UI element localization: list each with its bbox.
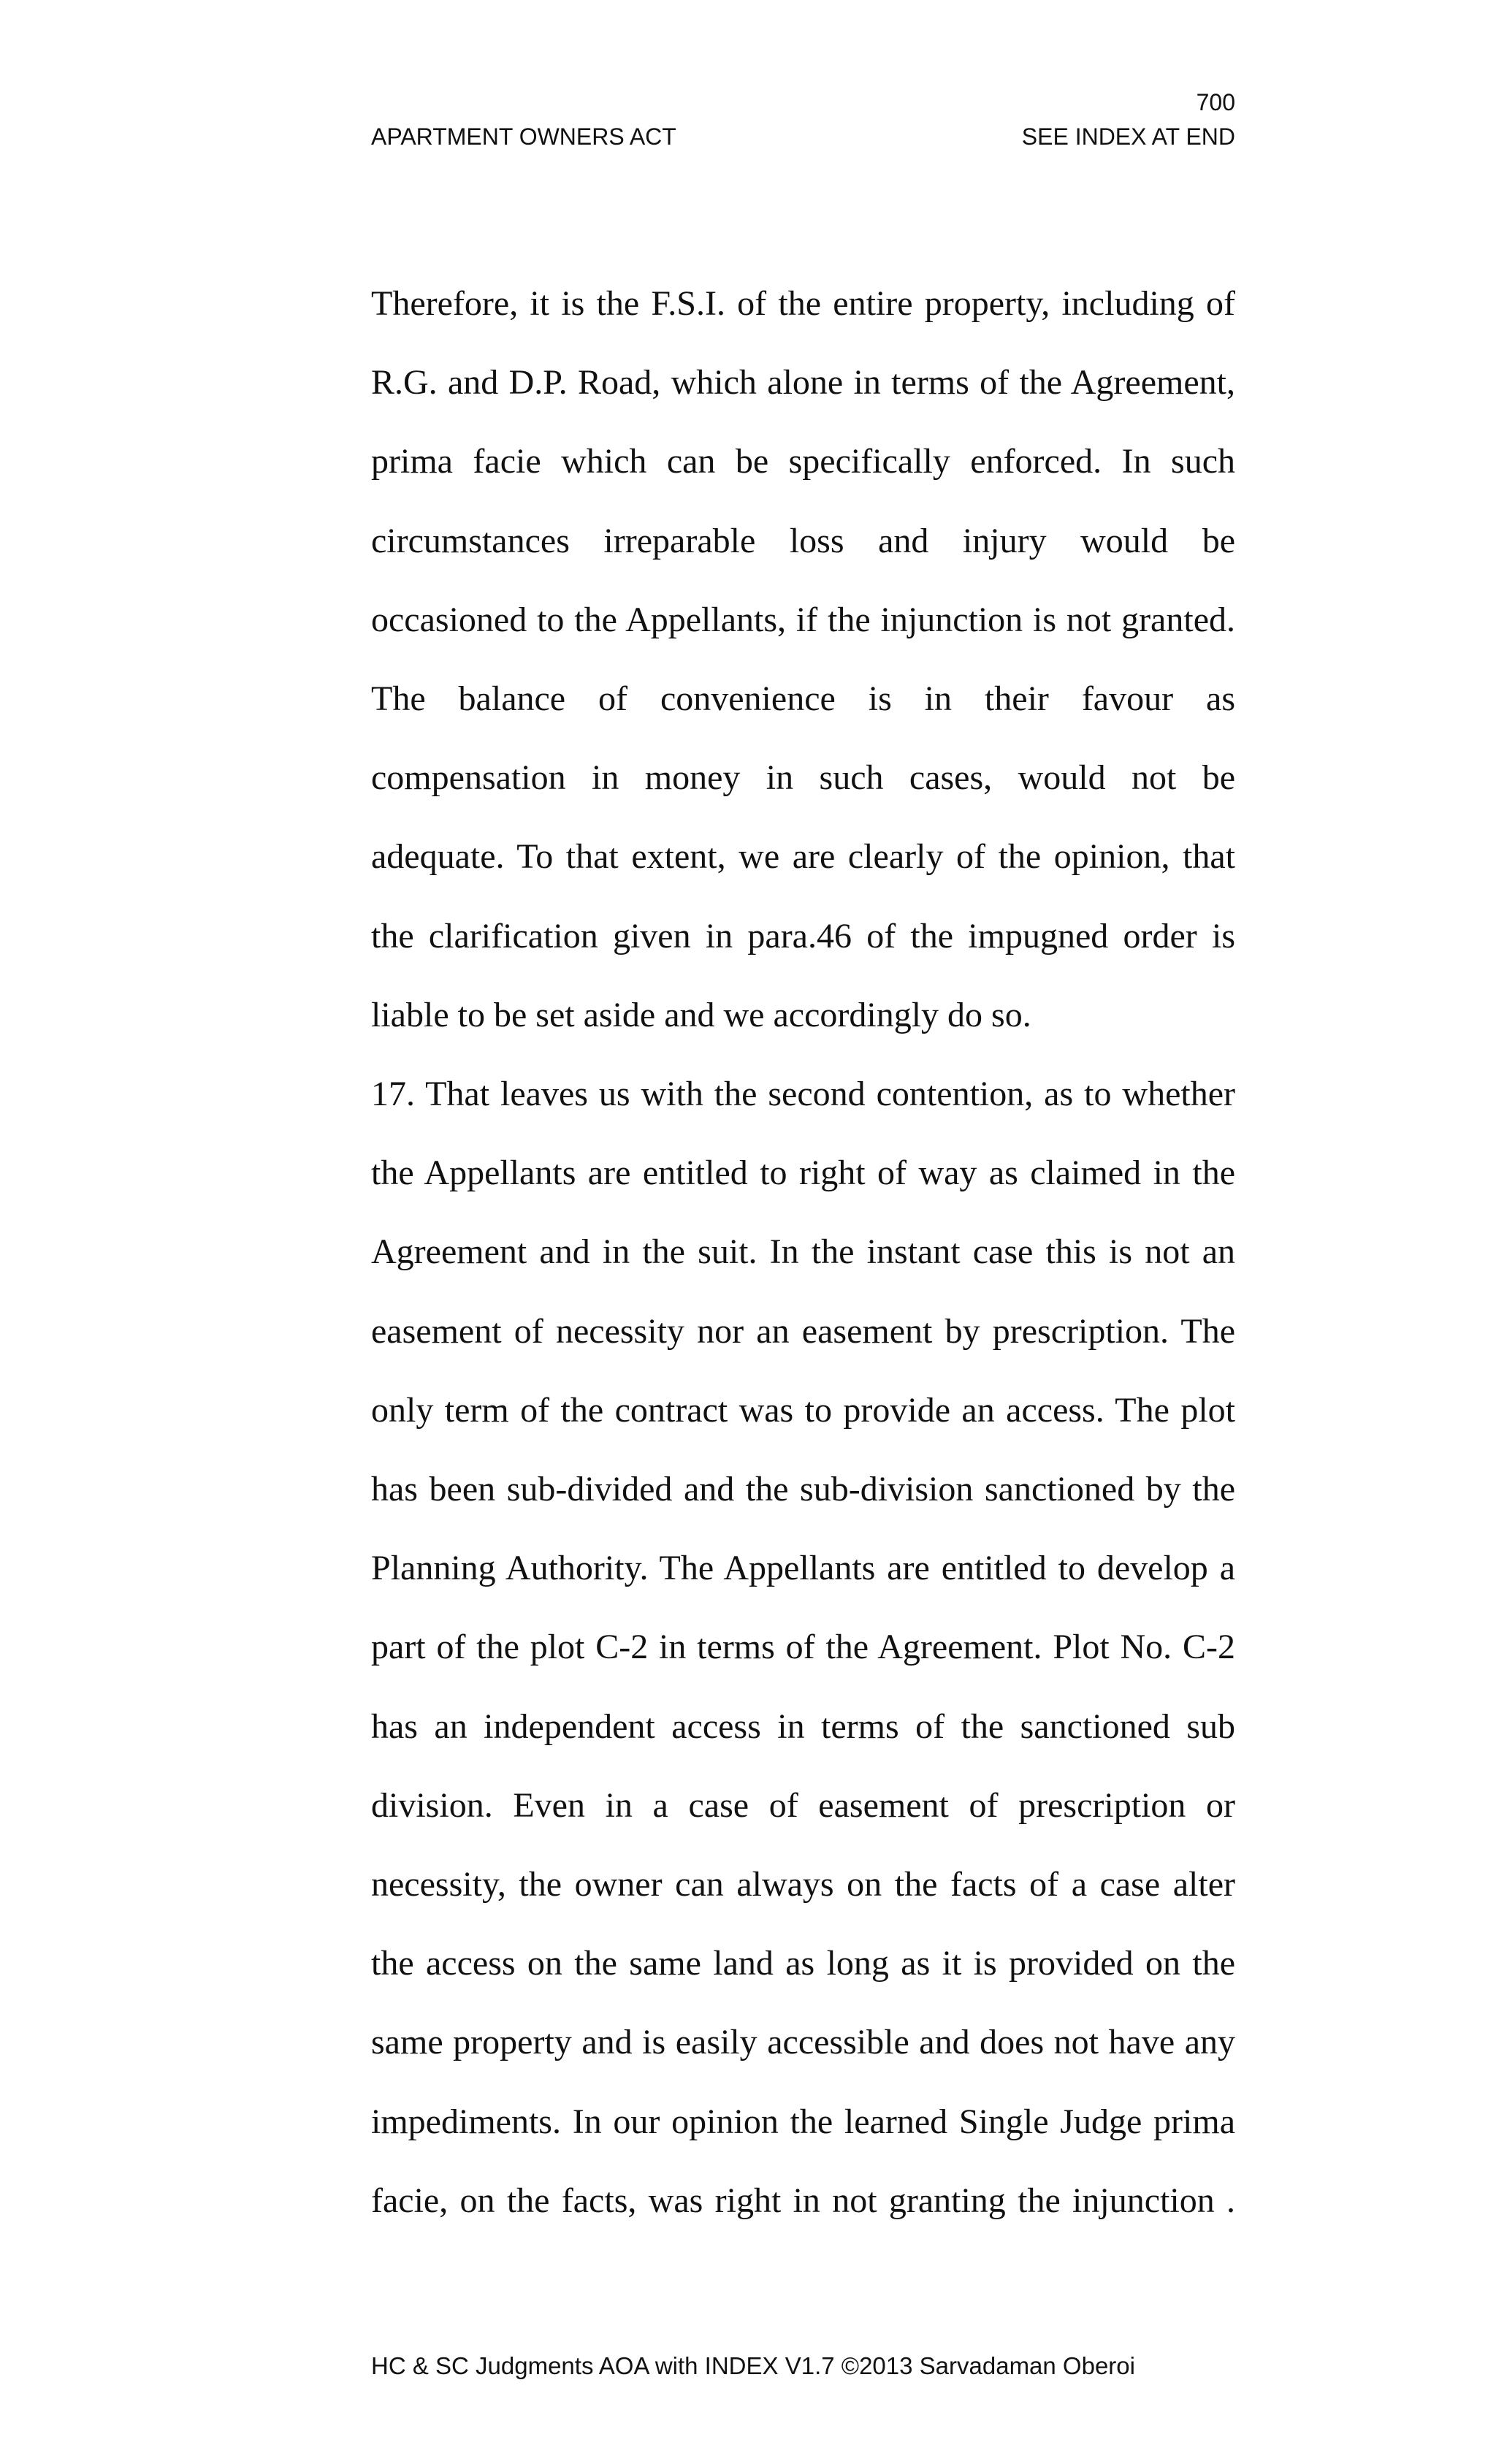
- footer: HC & SC Judgments AOA with INDEX V1.7 ©2013 Sarvadaman Oberoi: [371, 2352, 1135, 2379]
- header-left-title: APARTMENT OWNERS ACT: [371, 123, 676, 150]
- running-header: [371, 121, 1235, 152]
- page-number: 700: [1196, 89, 1235, 115]
- document-body: [371, 264, 1235, 2240]
- paragraph-2: 17. That leaves us with the second contention, as to whether the Appellants are entitled to right of way as claimed in the Agreement and in the suit. In the instant case this is not an easement of necessity nor an easement by prescription. The only term of the contract was to provide an access. The plot has been sub-divided and the sub-division sanctioned by the Planning Authority. The Appellants are entitled to develop a part of the plot C-2 in terms of the Agreement. Plot No. C-2 has an independent access in terms of the sanctioned sub division. Even in a case of easement of prescription or necessity, the owner can always on the facts of a case alter the access on the same land as long as it is provided on the same property and is easily accessible and does not have any impediments. In our opinion the learned Single Judge prima facie, on the facts, was right in not granting the injunction .: [371, 1075, 1235, 2220]
- header-right-title: SEE INDEX AT END: [1021, 123, 1235, 150]
- paragraph-1: Therefore, it is the F.S.I. of the entire property, including of R.G. and D.P. Road, which alone in terms of the Agreement, prima facie which can be specifically enforced. In such circumstances irreparable loss and injury would be occasioned to the Appellants, if the injunction is not granted. The balance of convenience is in their favour as compensation in money in such cases, would not be adequate. To that extent, we are clearly of the opinion, that the clarification given in para.46 of the impugned order is liable to be set aside and we accordingly do so.: [371, 284, 1235, 1034]
